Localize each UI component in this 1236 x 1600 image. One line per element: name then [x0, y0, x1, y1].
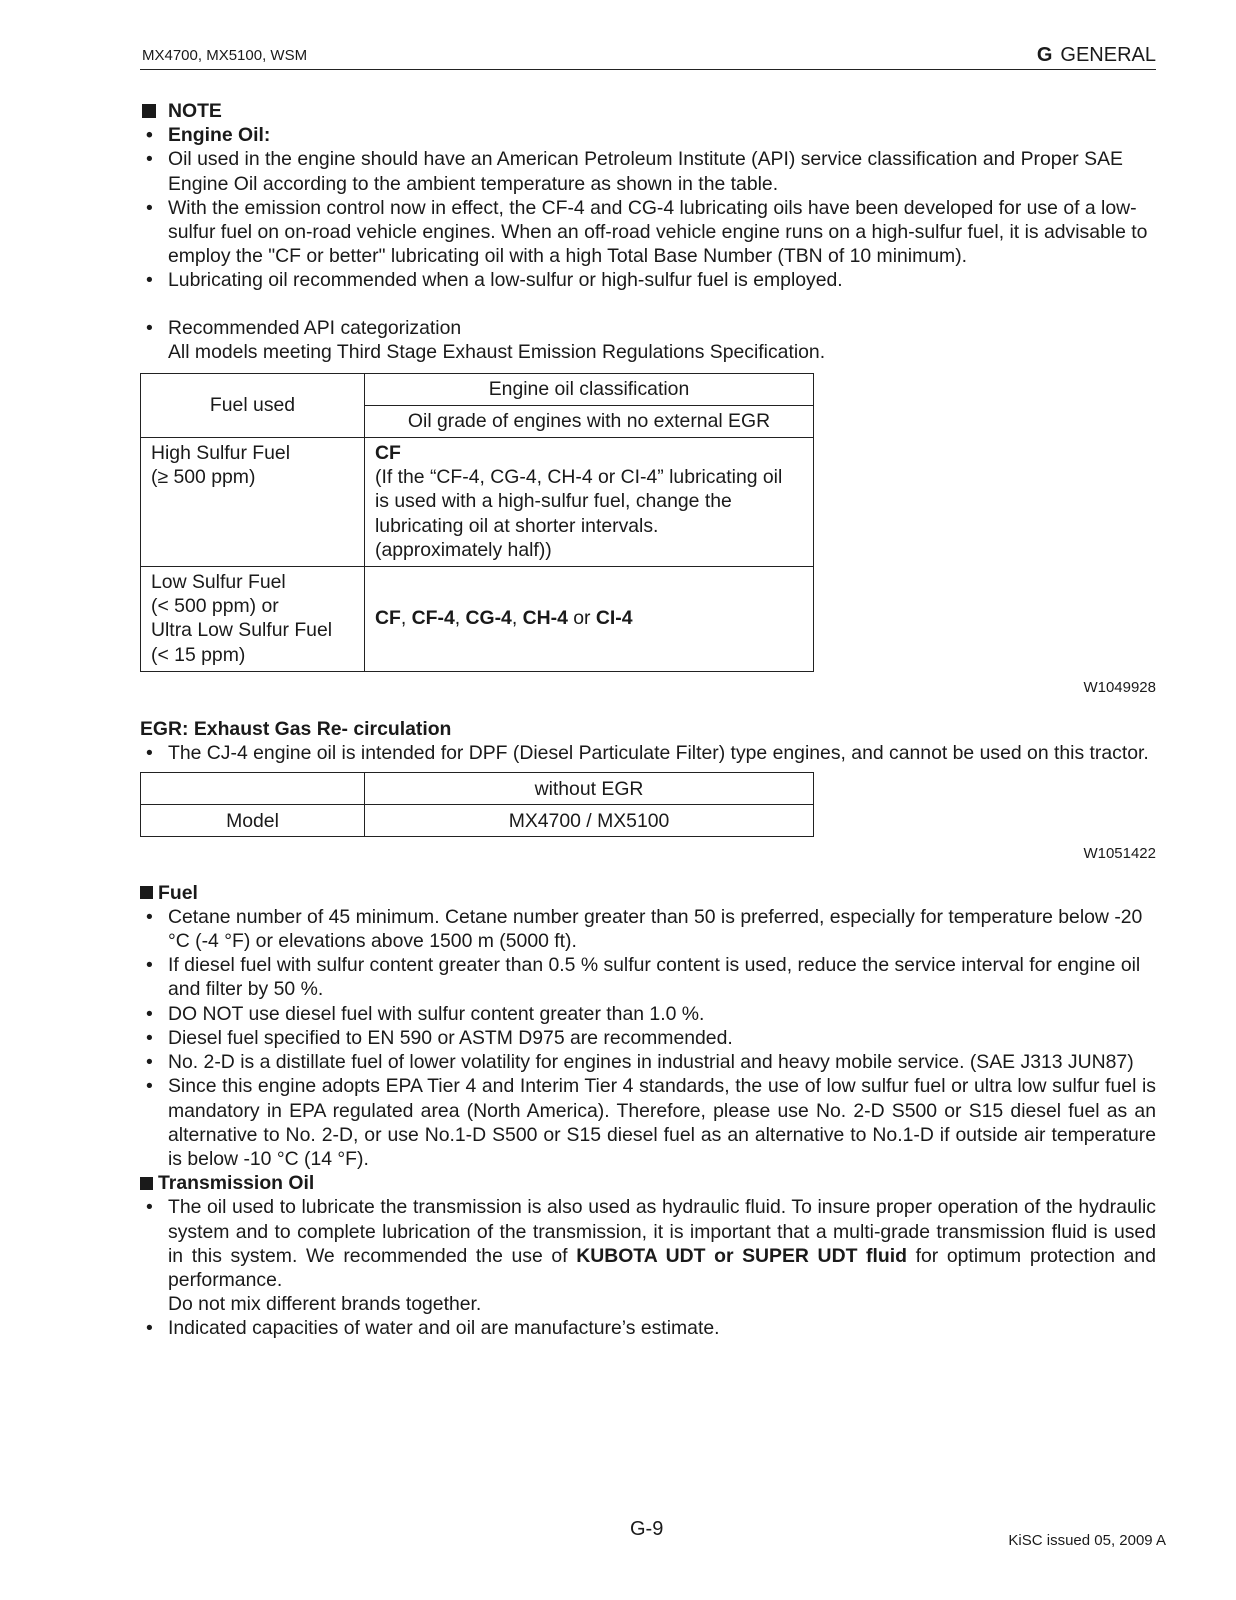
- spacer: [140, 293, 1156, 316]
- list-item: • Lubricating oil recommended when a low-sulfur or high-sulfur fuel is employed.: [140, 268, 1156, 292]
- api-subtext: All models meeting Third Stage Exhaust Emission Regulations Specification.: [168, 340, 826, 363]
- header-document-title: MX4700, MX5100, WSM: [142, 47, 308, 64]
- list-item: • Indicated capacities of water and oil are manufacture’s estimate.: [140, 1316, 1156, 1340]
- oil-grade: CF-4: [411, 607, 455, 630]
- list-item: • Oil used in the engine should have an American Petroleum Institute (API) service classification and Proper SAE Engine Oil according to the ambient temperature as shown in the table.: [140, 147, 1156, 195]
- transmission-heading: [140, 1171, 1156, 1195]
- page-content: [140, 99, 1156, 1341]
- oil-grade: CF: [375, 607, 401, 630]
- cell-oil-grade: CF: [375, 442, 401, 465]
- table-cell-model-label: Model: [141, 805, 365, 837]
- separator: or: [567, 607, 596, 630]
- table-cell-oil: [365, 438, 814, 567]
- header-rule: [140, 69, 1156, 70]
- square-bullet-icon: [142, 104, 156, 118]
- cell-line: High Sulfur Fuel: [151, 442, 291, 465]
- header-section: [1037, 44, 1156, 67]
- note-heading-text: NOTE: [168, 100, 222, 122]
- list-item: • DO NOT use diesel fuel with sulfur content greater than 1.0 %.: [140, 1002, 1156, 1026]
- table-cell-model-value: MX4700 / MX5100: [365, 805, 814, 837]
- text-run: The oil used to lubricate the transmission is also used as hydraulic fluid. To insure proper operation of the hydraulic system and to complete lubrication of the transmission, it is important that a multi-grade transmission fluid is used in this system. We recommended the use of: [168, 1196, 1156, 1267]
- header-section-letter: G: [1036, 44, 1053, 66]
- issue-note: KiSC issued 05, 2009 A: [1008, 1532, 1166, 1549]
- square-bullet-icon: [140, 886, 153, 899]
- cell-line: lubricating oil at shorter intervals.: [375, 514, 659, 537]
- square-bullet-icon: [140, 1177, 153, 1190]
- table-row: [141, 567, 814, 672]
- transmission-continuation: Do not mix different brands together.: [168, 1293, 482, 1316]
- fuel-list: [140, 905, 1156, 1171]
- note-list: [140, 123, 1156, 292]
- egr-table: [140, 772, 814, 837]
- list-item: • Recommended API categorization: [140, 316, 1156, 340]
- transmission-heading-text: Transmission Oil: [158, 1172, 315, 1195]
- list-item: • If diesel fuel with sulfur content greater than 0.5 % sulfur content is used, reduce the service interval for engine oil and filter by 50 %.: [140, 953, 1156, 1001]
- cell-line: is used with a high-sulfur fuel, change the: [375, 490, 732, 513]
- fuel-heading-text: Fuel: [158, 881, 198, 904]
- table-header-oil-classification: Engine oil classification: [365, 374, 814, 406]
- header-section-title: GENERAL: [1060, 44, 1156, 66]
- oil-grade: CI-4: [595, 607, 633, 630]
- list-item: • The CJ-4 engine oil is intended for DPF (Diesel Particulate Filter) type engines, and cannot be used on this tractor.: [140, 741, 1156, 765]
- separator: ,: [400, 607, 412, 630]
- table-subheader-oil-grade: Oil grade of engines with no external EGR: [365, 406, 814, 438]
- cell-line: Low Sulfur Fuel: [151, 571, 286, 594]
- oil-grade: CH-4: [522, 607, 568, 630]
- table-cell-oil: [365, 567, 814, 672]
- list-item: • Diesel fuel specified to EN 590 or ASTM D975 are recommended.: [140, 1026, 1156, 1050]
- table-cell-fuel: [141, 438, 365, 567]
- cell-line: (approximately half)): [375, 538, 552, 561]
- transmission-list-2: [140, 1316, 1156, 1340]
- note-heading: [140, 99, 1156, 123]
- cell-line: (≥ 500 ppm): [151, 466, 256, 489]
- engine-oil-label: • Engine Oil:: [140, 123, 1156, 147]
- cell-line: Ultra Low Sulfur Fuel: [151, 619, 333, 642]
- list-item: [140, 1195, 1156, 1292]
- table-cell-empty: [141, 773, 365, 805]
- oil-grade: CG-4: [465, 607, 512, 630]
- reference-code: W1051422: [1083, 845, 1156, 863]
- fuel-heading: [140, 881, 1156, 905]
- separator: ,: [511, 607, 523, 630]
- table-row: [141, 805, 814, 837]
- cell-line: (If the “CF-4, CG-4, CH-4 or CI-4” lubricating oil: [375, 466, 783, 489]
- separator: ,: [454, 607, 466, 630]
- transmission-list: [140, 1195, 1156, 1292]
- table-header-fuel-used: Fuel used: [141, 374, 365, 438]
- list-item: • No. 2-D is a distillate fuel of lower volatility for engines in industrial and heavy mobile service. (SAE J313 JUN87): [140, 1050, 1156, 1074]
- table-cell-fuel: [141, 567, 365, 672]
- cell-line: (< 500 ppm) or: [151, 595, 279, 618]
- text-run-bold: KUBOTA UDT or SUPER UDT fluid: [576, 1244, 907, 1267]
- table-row: [141, 438, 814, 567]
- egr-list: [140, 741, 1156, 765]
- api-list: [140, 316, 1156, 340]
- list-item: • With the emission control now in effect, the CF-4 and CG-4 lubricating oils have been developed for use of a low-sulfur fuel on on-road vehicle engines. When an off-road vehicle engine runs on a high-sulfur fuel, it is advisable to employ the "CF or better" lubricating oil with a high Total Base Number (TBN of 10 minimum).: [140, 196, 1156, 269]
- list-item: • Cetane number of 45 minimum. Cetane number greater than 50 is preferred, especially for temperature below -20 °C (-4 °F) or elevations above 1500 m (5000 ft).: [140, 905, 1156, 953]
- text-run: for optimum protection and performance.: [168, 1244, 1156, 1291]
- cell-line: (< 15 ppm): [151, 643, 246, 666]
- list-item: • Since this engine adopts EPA Tier 4 and Interim Tier 4 standards, the use of low sulfur fuel or ultra low sulfur fuel is mandatory in EPA regulated area (North America). Therefore, please use No. 2-D S500 or S15 diesel fuel as an alternative to No. 2-D, or use No.1-D S500 or S15 diesel fuel as an alternative to No.1-D if outside air temperature is below -10 °C (14 °F).: [140, 1074, 1156, 1171]
- egr-title: EGR: Exhaust Gas Re- circulation: [140, 718, 452, 741]
- table-header-without-egr: without EGR: [365, 773, 814, 805]
- engine-oil-table: [140, 373, 814, 672]
- page-number: G-9: [630, 1518, 664, 1540]
- reference-code: W1049928: [1083, 678, 1156, 696]
